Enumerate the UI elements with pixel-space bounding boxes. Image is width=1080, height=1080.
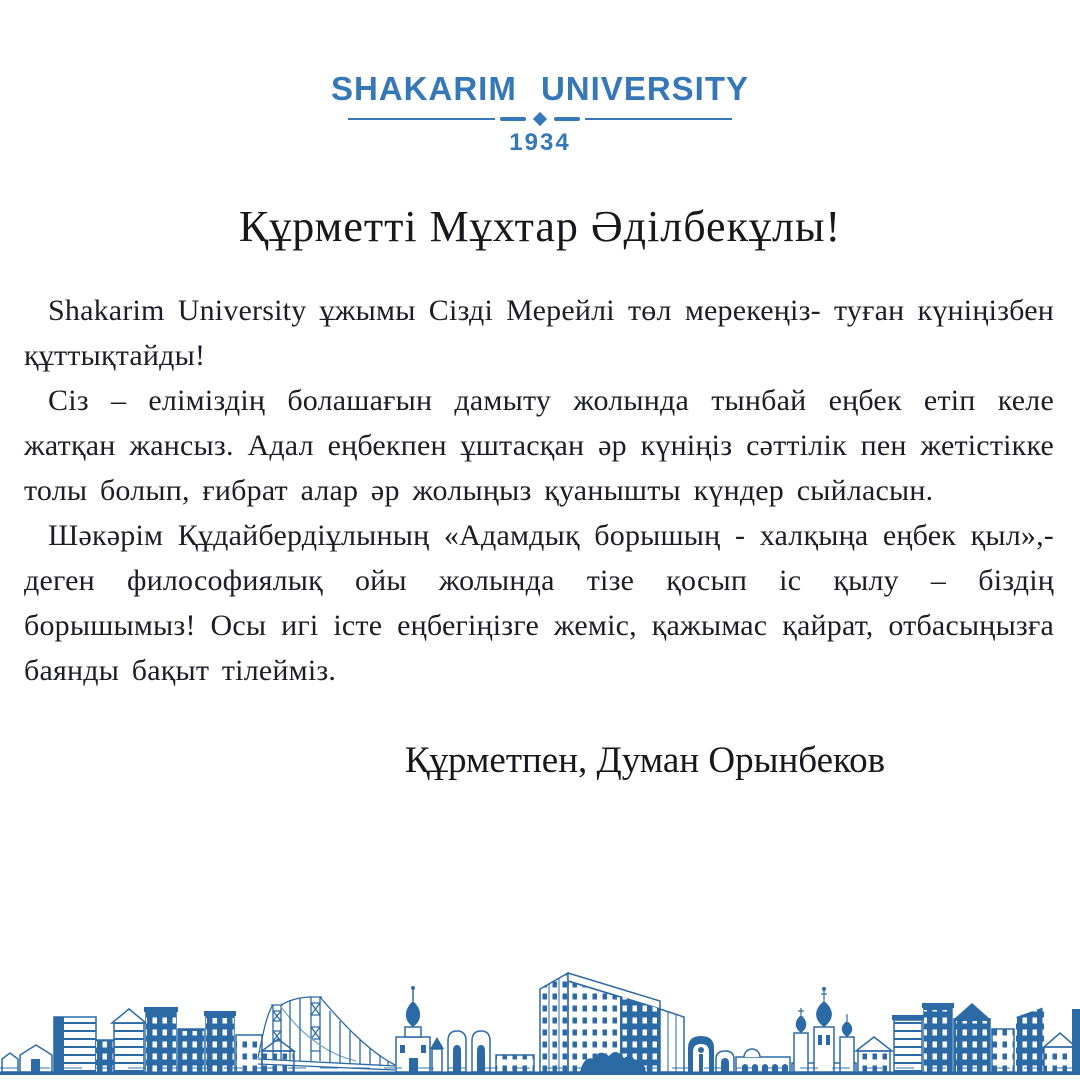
letter-body [24,288,1054,693]
paragraph-3: Шәкәрім Құдайбердіұлының «Адамдық борышың - халқыңа еңбек қыл»,- деген философиялық ойы жолында тізе қосып іс қылу – біздің борышымыз! Осы игі істе еңбегіңізге жеміс, қажымас қайрат, отбасыңызға баянды бақыт тілейміз. [24,519,1054,687]
left-buildings-illustration [2,1007,294,1072]
arch-monument-illustration [688,1036,734,1072]
right-buildings-illustration [892,1003,1080,1072]
university-building-illustration [540,973,684,1072]
paragraph-1: Shakarim University ұжымы Сізді Мерейлі төл мерекеңіз- туған күніңізбен құттықтайды! [24,294,1054,372]
salutation: Құрметті Мұхтар Әділбекұлы! [238,202,842,251]
signature: Құрметпен, Думан Орынбеков [404,740,886,781]
divider-line-left [348,118,495,120]
diamond-icon [533,112,547,126]
paragraph-2: Сіз – еліміздің болашағын дамыту жолында тынбай еңбек етіп келе жатқан жансыз. Адал еңбекпен ұштасқан әр күніңіз сәттілік пен жетістікке толы болып, ғибрат алар әр жолыңыз қуанышты күндер сыйласын. [24,384,1054,507]
chapel-illustration [396,986,444,1072]
church-towers-illustration [792,987,856,1072]
twin-towers-illustration [448,1031,534,1072]
divider-bar-left [500,117,526,121]
city-skyline-illustration [0,955,1080,1080]
divider-bar-right [554,117,580,121]
logo-year: 1934 [509,129,571,156]
logo-wordmark: SHAKARIM UNIVERSITY [330,70,750,107]
university-logo [0,0,1080,157]
divider-line-right [585,118,732,120]
small-house-illustration [856,1037,892,1072]
logo-divider [348,114,732,124]
